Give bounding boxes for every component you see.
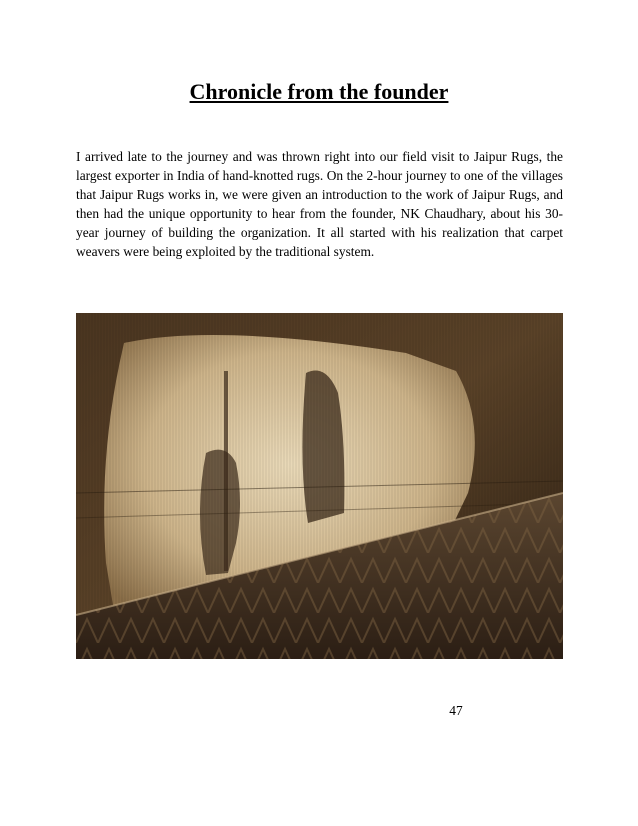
page-title: Chronicle from the founder	[189, 79, 449, 104]
body-paragraph: I arrived late to the journey and was thrown right into our field visit to Jaipur Rugs, the largest exporter in India of hand-knotted rugs. On the 2-hour journey to one of the villages that Jaipur Rugs works in, we were given an introduction to the work of Jaipur Rugs, and then had the unique opportunity to hear from the founder, NK Chaudhary, about his 30-year journey of building the organization. It all started with his realization that carpet weavers were being exploited by the traditional system.	[76, 149, 563, 259]
page-number: 47	[449, 703, 463, 718]
loom-shadow-photo	[76, 313, 563, 659]
